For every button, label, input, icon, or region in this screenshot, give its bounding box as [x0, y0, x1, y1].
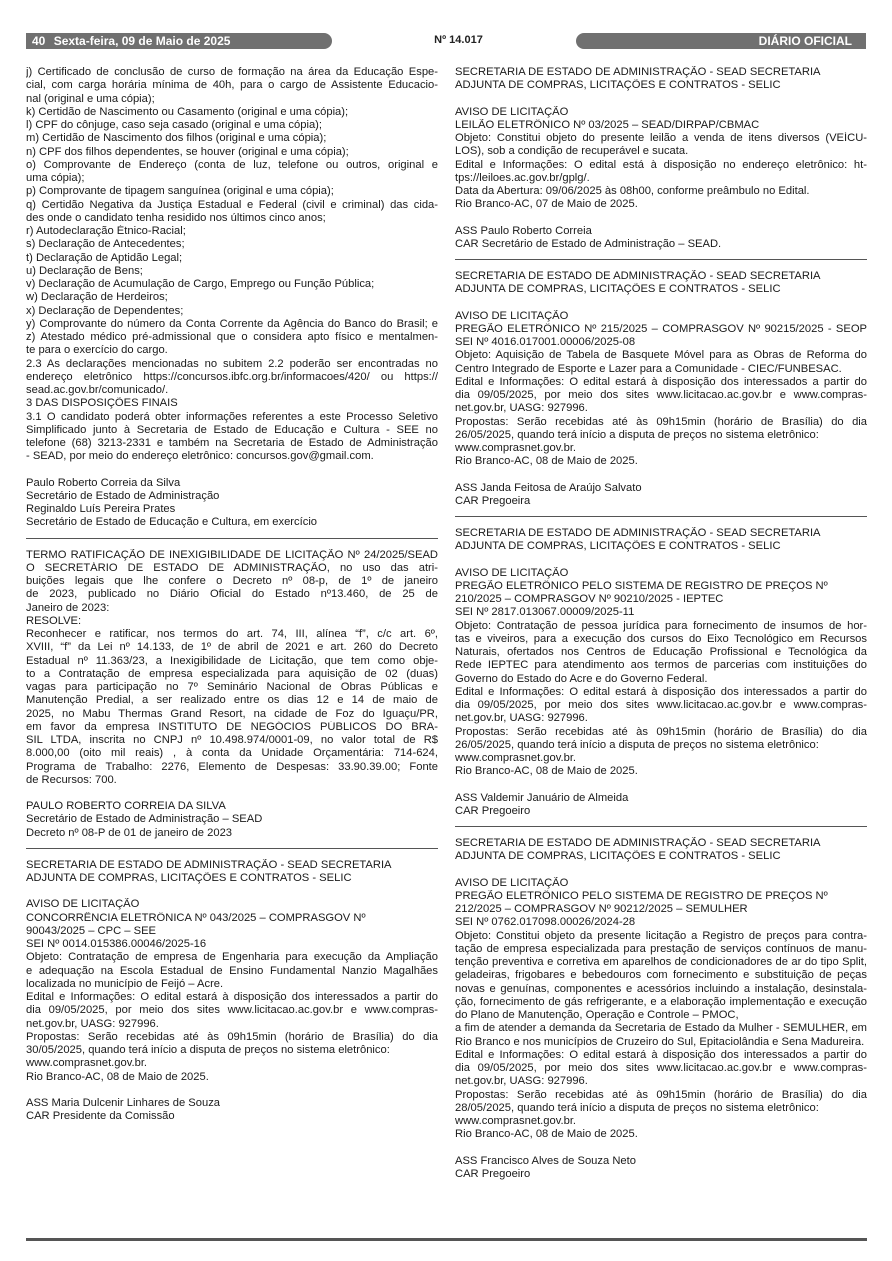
section-divider	[455, 826, 867, 827]
text-line: w) Declaração de Herdeiros;	[26, 291, 168, 304]
issue-date: Sexta-feira, 09 de Maio de 2025	[53, 34, 231, 48]
text-line: 210/2025 – COMPRASGOV Nº 90210/2025 - IEPTEC	[455, 593, 724, 605]
text-line: O SECRETÁRIO DE ESTADO DE ADMINISTRAÇÃO, no uso das atri-	[26, 561, 438, 574]
left-column	[26, 66, 438, 1123]
text-line: Decreto nº 08-P de 01 de janeiro de 2023	[26, 826, 233, 839]
publication-name: DIÁRIO OFICIAL	[576, 33, 866, 49]
text-line: CAR Presidente da Comissão	[26, 1110, 175, 1122]
text-line: geladeiras, frigobares e bebedouros com fornecimento e substituição de peças	[455, 969, 867, 982]
text-line: em favor da empresa INSTITUTO DE NEGÓCIOS PÚBLICOS DO BRA-	[26, 720, 438, 733]
text-line: tenção preventiva e corretiva em aparelhos de condicionadores de ar do tipo Split,	[455, 956, 867, 968]
text-line	[455, 779, 867, 792]
text-line: cial, com carga horária mínima de 40h, para o cargo de Assistente Educacio-	[26, 79, 438, 92]
text-line: 3.1 O candidato poderá obter informações referentes a este Processo Seletivo	[26, 410, 438, 423]
text-line	[455, 1142, 867, 1155]
text-line: 26/05/2025, quando terá início a disputa de preços no sistema eletrônico:	[455, 738, 819, 751]
text-line: SECRETARIA DE ESTADO DE ADMINISTRAÇÃO - SEAD SECRETARIA	[455, 66, 821, 78]
text-line: Centro Integrado de Esporte e Lazer para a Comunidade - CIEC/FUNBESAC.	[455, 362, 842, 375]
text-line: dia 09/05/2025, por meio dos sites www.licitacao.ac.gov.br e www.compras-	[455, 1062, 867, 1074]
signature-block	[26, 477, 438, 530]
text-line: XVIII, “f” da Lei nº 14.133, de 1º de abril de 2021 e art. 260 do Decreto	[26, 641, 438, 654]
text-line: Rio Branco-AC, 08 de Maio de 2025.	[455, 1128, 638, 1141]
termo-signature	[26, 800, 438, 840]
text-line: 30/05/2025, quando terá início a disputa de preços no sistema eletrônico:	[26, 1044, 390, 1056]
text-line: PREGÃO ELETRÔNICO Nº 215/2025 – COMPRASGOV Nº 90215/2025 - SEOP	[455, 322, 867, 335]
text-line: 2025, no Mabu Thermas Grand Resort, na cidade de Foz do Iguaçu/PR,	[26, 707, 438, 720]
text-line: TERMO RATIFICAÇÃO DE INEXIGIBILIDADE DE LICITAÇÃO Nº 24/2025/SEAD	[26, 548, 438, 561]
text-line: RESOLVE:	[26, 614, 82, 627]
text-line: n) CPF dos filhos dependentes, se houver (original e uma cópia);	[26, 145, 349, 158]
requirements-list	[26, 66, 438, 464]
text-line: Objeto: Aquisição de Tabela de Basquete Móvel para as Obras de Reforma do	[455, 349, 867, 362]
text-line: CONCORRÊNCIA ELETRÔNICA Nº 043/2025 – COMPRASGOV Nº	[26, 911, 366, 924]
text-line	[455, 212, 867, 225]
text-line: a fim de atender a demanda da Secretaria de Estado da Mulher - SEMULHER, em	[455, 1022, 867, 1035]
text-line: Objeto: Constitui objeto da presente licitação a Registro de preços para contra-	[455, 929, 867, 942]
text-line: 28/05/2025, quando terá início a disputa de preços no sistema eletrônico:	[455, 1101, 819, 1114]
text-line: Propostas: Serão recebidas até às 09h15min (horário de Brasília) do dia	[455, 1088, 867, 1101]
text-line: SIL LTDA, inscrita no CNPJ nº 10.498.974/0001-09, no valor total de R$	[26, 734, 438, 746]
text-line: Objeto: Contratação de pessoa jurídica para fornecimento de insumos de hor-	[455, 619, 867, 632]
text-line: nal (original e uma cópia);	[26, 92, 155, 105]
text-line: telefone (68) 3213-2331 e também na Secretaria de Estado de Administração	[26, 437, 438, 449]
text-line: ADJUNTA DE COMPRAS, LICITAÇÕES E CONTRATOS - SELIC	[26, 872, 352, 884]
text-line: SEI Nº 4016.017001.00006/2025-08	[455, 336, 636, 348]
text-line: LEILÃO ELETRÔNICO Nº 03/2025 – SEAD/DIRPAP/CBMAC	[455, 118, 760, 131]
text-line: ASS Janda Feitosa de Araújo Salvato	[455, 481, 642, 494]
text-line: Secretário de Estado de Administração	[26, 489, 220, 502]
text-line: Secretário de Estado de Administração – SEAD	[26, 813, 263, 826]
text-line: to a Contratação de empresa especializada para aquisição de 02 (duas)	[26, 667, 438, 680]
aviso-pregao-215	[455, 270, 867, 508]
text-line: Data da Abertura: 09/06/2025 às 08h00, conforme preâmbulo no Edital.	[455, 185, 810, 197]
text-line: Objeto: Constitui objeto do presente leilão a venda de itens diversos (VEÍCU-	[455, 132, 867, 144]
aviso-leilao	[455, 66, 867, 251]
text-line: SECRETARIA DE ESTADO DE ADMINISTRAÇÃO - SEAD SECRETARIA	[455, 837, 821, 849]
text-line: Edital e Informações: O edital estará à disposição dos interessados a partir do	[26, 991, 438, 1003]
text-line: ADJUNTA DE COMPRAS, LICITAÇÕES E CONTRATOS - SELIC	[455, 540, 781, 553]
issue-number: Nº 14.017	[434, 34, 483, 46]
text-line: endereço eletrônico https://concursos.ibfc.org.br/informacoes/420/ ou https://	[26, 370, 438, 383]
text-line: ASS Valdemir Januário de Almeida	[455, 791, 629, 804]
text-line: AVISO DE LICITAÇÃO	[26, 898, 140, 911]
text-line: AVISO DE LICITAÇÃO	[455, 876, 569, 889]
text-line: Secretário de Estado de Educação e Cultura, em exercício	[26, 516, 318, 529]
text-line: Governo do Estado do Acre e do Governo Federal.	[455, 672, 708, 685]
text-line: ASS Paulo Roberto Correia	[455, 224, 592, 237]
text-line: net.gov.br, UASG: 927996.	[26, 1017, 159, 1030]
text-line: ADJUNTA DE COMPRAS, LICITAÇÕES E CONTRATOS - SELIC	[455, 79, 781, 92]
text-line: ASS Maria Dulcenir Linhares de Souza	[26, 1096, 221, 1109]
aviso-pregao-212	[455, 837, 867, 1181]
text-line: dia 09/05/2025, por meio dos sites www.licitacao.ac.gov.br e www.compras-	[455, 699, 867, 711]
text-line: - SEAD, por meio do endereço eletrônico: concursos.gov@gmail.com.	[26, 450, 374, 463]
text-line: Rede IEPTEC para atendimento aos termos de parcerias com instituições do	[455, 659, 867, 672]
text-line: u) Declaração de Bens;	[26, 264, 143, 277]
text-line: des onde o candidato tenha residido nos últimos cinco anos;	[26, 211, 326, 224]
text-line: 212/2025 – COMPRASGOV Nº 90212/2025 – SEMULHER	[455, 903, 748, 915]
text-line: CAR Pregoeira	[455, 494, 531, 507]
text-line: q) Certidão Negativa da Justiça Estadual e Federal (civil e criminal) das cida-	[26, 198, 438, 211]
text-line: ASS Francisco Alves de Souza Neto	[455, 1154, 636, 1167]
section-divider	[26, 538, 438, 539]
text-line: de Recursos: 700.	[26, 773, 117, 786]
text-line: Propostas: Serão recebidas até às 09h15min (horário de Brasília) do dia	[455, 725, 867, 738]
text-line: Paulo Roberto Correia da Silva	[26, 476, 181, 489]
text-line: AVISO DE LICITAÇÃO	[455, 566, 569, 579]
text-line: te para o exercício do cargo.	[26, 344, 168, 357]
text-line	[26, 885, 438, 898]
text-line: Manutenção Predial, a ser realizado entre os dias 12 e 14 de maio de	[26, 694, 438, 707]
text-line: www.comprasnet.gov.br.	[26, 1057, 148, 1070]
text-line: ção, fornecimento de gás refrigerante, e a elaboração implementação e execução	[455, 995, 867, 1008]
text-line: www.comprasnet.gov.br.	[455, 442, 577, 454]
text-line: net.gov.br, UASG: 927996.	[455, 402, 588, 415]
text-line: p) Comprovante de tipagem sanguínea (original e uma cópia);	[26, 185, 334, 198]
page-number: 40	[32, 34, 46, 48]
text-line: 8.000,00 (oito mil reais) , à conta da Unidade Orçamentária: 714-624,	[26, 747, 438, 760]
text-line: 90043/2025 – CPC – SEE	[26, 924, 156, 937]
text-line: Edital e Informações: O edital estará à disposição dos interessados a partir do	[455, 375, 867, 388]
text-line: m) Certidão de Nascimento dos filhos (original e uma cópia);	[26, 132, 327, 145]
text-line: Rio Branco-AC, 08 de Maio de 2025.	[455, 455, 638, 468]
section-divider	[455, 259, 867, 260]
text-line: Edital e Informações: O edital estará à disposição dos interessados a partir do	[455, 685, 867, 698]
text-line: SEI Nº 0014.015386.00046/2025-16	[26, 938, 207, 950]
text-line: do Plano de Manutenção, Operação e Controle – PMOC,	[455, 1009, 739, 1021]
text-line	[455, 554, 867, 567]
text-line	[455, 93, 867, 106]
text-line: tação de empresa especializada para prestação de serviços contínuos de manu-	[455, 942, 867, 955]
text-line: 2.3 As declarações mencionadas no subitem 2.2 poderão ser encontradas no	[26, 357, 438, 370]
text-line: www.comprasnet.gov.br.	[455, 1115, 577, 1127]
text-line: j) Certificado de conclusão de curso de formação na área da Educação Espe-	[26, 66, 438, 78]
text-line: PREGÃO ELETRÔNICO PELO SISTEMA DE REGISTRO DE PREÇOS Nº	[455, 889, 828, 902]
text-line: Rio Branco e nos municípios de Cruzeiro do Sul, Epitaciolândia e Sena Madureira.	[455, 1035, 865, 1048]
text-line: buições legais que lhe confere o Decreto nº 08-p, de 1º de janeiro	[26, 575, 438, 587]
text-line	[455, 469, 867, 482]
text-line: vagas para participação no 7º Seminário Nacional de Obras Públicas e	[26, 681, 438, 693]
text-line: s) Declaração de Antecedentes;	[26, 238, 185, 251]
footer-rule	[26, 1238, 867, 1241]
text-line: l) CPF do cônjuge, caso seja casado (original e uma cópia);	[26, 119, 322, 131]
text-line: net.gov.br, UASG: 927996.	[455, 1075, 588, 1088]
text-line: ADJUNTA DE COMPRAS, LICITAÇÕES E CONTRATOS - SELIC	[455, 850, 781, 863]
header-left-bar	[26, 33, 332, 49]
text-line: SEI Nº 2817.013067.00009/2025-11	[455, 606, 635, 619]
text-line: Objeto: Contratação de empresa de Engenharia para execução da Ampliação	[26, 951, 438, 964]
text-line: Propostas: Serão recebidas até às 09h15min (horário de Brasília) do dia	[455, 415, 867, 428]
text-line: CAR Pregoeiro	[455, 1167, 531, 1180]
text-line	[455, 864, 867, 877]
text-line: www.comprasnet.gov.br.	[455, 752, 577, 764]
text-line: Simplificado junto à Secretaria de Estado de Educação e Cultura - SEE no	[26, 423, 438, 436]
text-line: localizada no município de Feijó – Acre.	[26, 977, 224, 990]
text-line: tps://leiloes.ac.gov.br/gplg/.	[455, 171, 590, 184]
text-line: Reconhecer e ratificar, nos termos do art. 74, III, alínea “f”, c/c art. 6º,	[26, 628, 438, 640]
text-line: net.gov.br, UASG: 927996.	[455, 712, 588, 725]
text-line: Propostas: Serão recebidas até às 09h15min (horário de Brasília) do dia	[26, 1030, 438, 1043]
text-line: dia 09/05/2025, por meio dos sites www.licitacao.ac.gov.br e www.compras-	[455, 389, 867, 401]
section-divider	[455, 516, 867, 517]
text-line: CAR Secretário de Estado de Administração – SEAD.	[455, 237, 722, 250]
text-line: o) Comprovante de Endereço (conta de luz, telefone ou outros, original e	[26, 158, 438, 171]
text-line: Reginaldo Luís Pereira Prates	[26, 503, 176, 515]
text-line: 3 DAS DISPOSIÇÕES FINAIS	[26, 397, 178, 410]
right-column	[455, 66, 867, 1181]
text-line: AVISO DE LICITAÇÃO	[455, 105, 569, 118]
text-line: SEI Nº 0762.017098.00026/2024-28	[455, 916, 636, 929]
text-line: SECRETARIA DE ESTADO DE ADMINISTRAÇÃO - SEAD SECRETARIA	[26, 858, 392, 871]
text-line: de 2023, publicado no Diário Oficial do Estado nº13.460, de 25 de	[26, 588, 438, 601]
text-line: Rio Branco-AC, 07 de Maio de 2025.	[455, 198, 638, 211]
text-line: PREGÃO ELETRÔNICO PELO SISTEMA DE REGISTRO DE PREÇOS Nº	[455, 579, 828, 592]
termo-ratificacao	[26, 549, 438, 788]
text-line: Janeiro de 2023:	[26, 601, 110, 614]
text-line: z) Atestado médico pré-admissional que o considera apto físico e mentalmen-	[26, 331, 438, 343]
text-line	[455, 297, 867, 310]
text-line: v) Declaração de Acumulação de Cargo, Emprego ou Função Pública;	[26, 278, 375, 290]
text-line: novas e genuínas, componentes e acessórios incluindo a instalação, desinstala-	[455, 982, 867, 995]
text-line: r) Autodeclaração Étnico-Racial;	[26, 225, 186, 237]
text-line: tas e viveiros, para a execução dos cursos do Eixo Tecnológico em Recursos	[455, 632, 867, 645]
text-line: LOS), sob a condição de recuperável e sucata.	[455, 145, 689, 158]
aviso-concorrencia	[26, 859, 438, 1124]
text-line: Rio Branco-AC, 08 de Maio de 2025.	[26, 1070, 209, 1083]
text-line: SECRETARIA DE ESTADO DE ADMINISTRAÇÃO - SEAD SECRETARIA	[455, 527, 821, 539]
text-line: Rio Branco-AC, 08 de Maio de 2025.	[455, 765, 638, 778]
text-line: Naturais, ofertados nos Centros de Educação Profissional e Tecnológica da	[455, 646, 867, 658]
text-line: uma cópia);	[26, 172, 85, 184]
text-line: Estadual nº 11.363/23, a Inexigibilidade de Licitação, que tem como obje-	[26, 654, 438, 667]
text-line: dia 09/05/2025, por meio dos sites www.licitacao.ac.gov.br e www.compras-	[26, 1004, 438, 1017]
text-line: x) Declaração de Dependentes;	[26, 304, 184, 317]
text-line: y) Comprovante do número da Conta Corrente da Agência do Banco do Brasil; e	[26, 317, 438, 330]
section-divider	[26, 848, 438, 849]
text-line: PAULO ROBERTO CORREIA DA SILVA	[26, 800, 226, 812]
text-line: CAR Pregoeiro	[455, 804, 531, 817]
text-line: AVISO DE LICITAÇÃO	[455, 309, 569, 322]
text-line: Edital e Informações: O edital está à disposição no endereço eletrônico: ht-	[455, 158, 867, 171]
aviso-pregao-210	[455, 527, 867, 818]
text-line: sead.ac.gov.br/comunicado/.	[26, 384, 169, 396]
text-line	[26, 1084, 438, 1097]
page-header	[26, 33, 866, 49]
text-line: t) Declaração de Aptidão Legal;	[26, 251, 183, 264]
text-line: Edital e Informações: O edital estará à disposição dos interessados a partir do	[455, 1048, 867, 1061]
text-line: ADJUNTA DE COMPRAS, LICITAÇÕES E CONTRATOS - SELIC	[455, 283, 781, 296]
text-line: e adequação na Escola Estadual de Ensino Fundamental Nanzio Magalhães	[26, 964, 438, 977]
text-line: SECRETARIA DE ESTADO DE ADMINISTRAÇÃO - SEAD SECRETARIA	[455, 270, 821, 282]
text-line: Programa de Trabalho: 2276, Elemento de Despesas: 33.90.39.00; Fonte	[26, 760, 438, 773]
text-line: 26/05/2025, quando terá início a disputa de preços no sistema eletrônico:	[455, 428, 819, 441]
text-line: k) Certidão de Nascimento ou Casamento (original e uma cópia);	[26, 105, 349, 118]
